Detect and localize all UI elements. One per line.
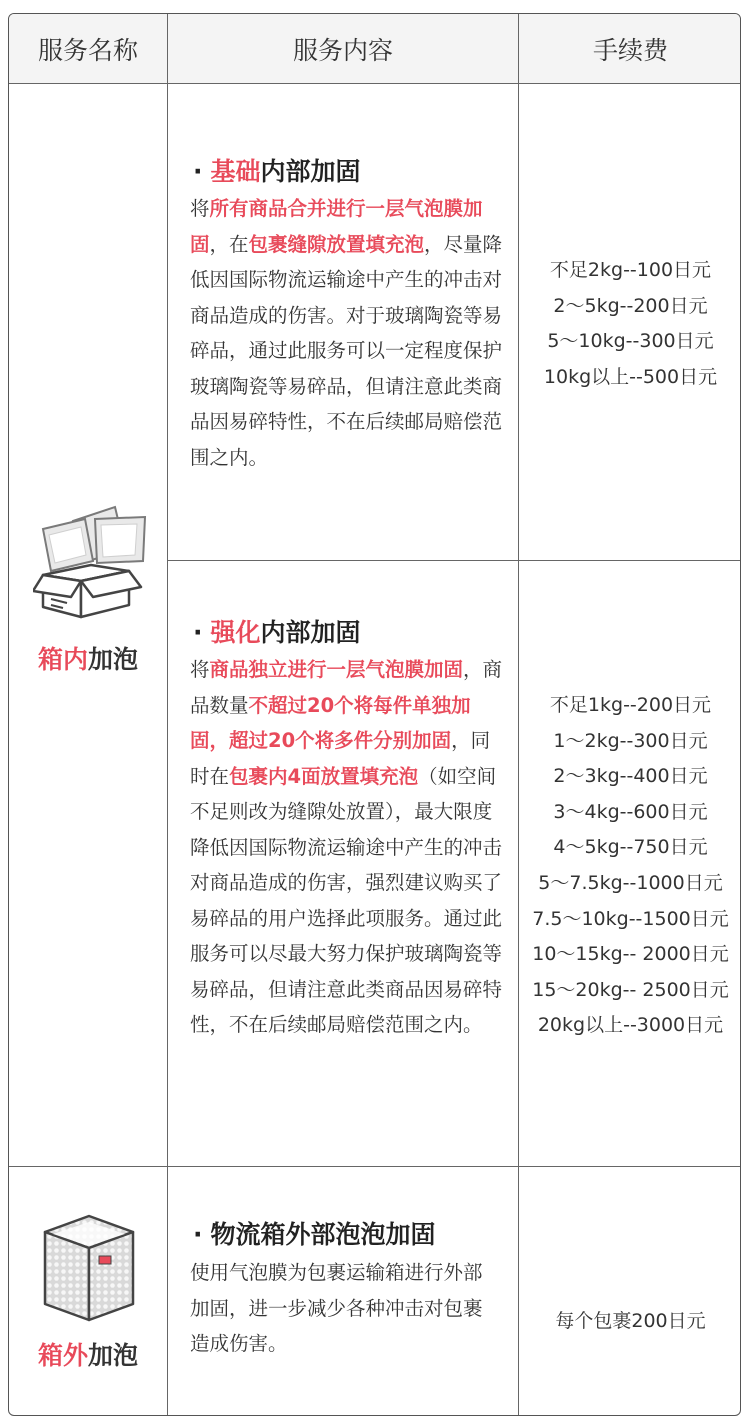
header-fee: 手续费 bbox=[592, 35, 668, 65]
fee-item: 3～4kg--600日元 bbox=[553, 800, 708, 823]
fee-list bbox=[519, 688, 741, 1044]
tier-description bbox=[190, 652, 506, 1043]
fee-cell-outer bbox=[519, 1167, 741, 1416]
tier-description bbox=[190, 1255, 500, 1362]
fee-item: 每个包裹200日元 bbox=[555, 1310, 706, 1332]
tier-title: · 基础内部加固 bbox=[193, 157, 361, 186]
fee-cell-basic bbox=[519, 84, 741, 560]
desc-seg: 将 bbox=[190, 197, 210, 220]
desc-seg: ，商品数量 bbox=[190, 658, 503, 717]
fee-cell-enhanced bbox=[519, 561, 741, 1166]
tier-title-dark: 内部加固 bbox=[260, 157, 361, 186]
fee-item: 10～15kg-- 2000日元 bbox=[532, 943, 729, 966]
desc-seg-highlight: 商品独立进行一层气泡膜加固 bbox=[209, 658, 464, 681]
service-content-basic bbox=[168, 84, 518, 560]
desc-seg: （如空间不足则改为缝隙处放置），最大限度降低因国际物流运输途中产生的冲击对商品造成的伤害，强烈建议购买了易碎品的用户选择此项服务。通过此服务可以尽最大努力保护玻璃陶瓷等易碎品，但请注意此类商品因易碎特性，不在后续邮局赔偿范围之内。 bbox=[190, 764, 503, 1036]
desc-seg-highlight: 包裹内4面放置填充泡 bbox=[229, 764, 419, 788]
tier-title-red: 基础 bbox=[210, 157, 261, 186]
desc-seg-highlight: 所有商品合并进行一层气泡膜加固 bbox=[190, 197, 483, 256]
service-content-outer bbox=[168, 1167, 518, 1416]
fee-list bbox=[519, 1304, 741, 1340]
open-box-icon bbox=[33, 499, 151, 619]
fee-item: 4～5kg--750日元 bbox=[553, 836, 708, 859]
fee-item: 10kg以上--500日元 bbox=[543, 365, 718, 388]
service-label-dark: 加泡 bbox=[88, 645, 139, 674]
tier-title-dark: 内部加固 bbox=[260, 618, 361, 647]
desc-seg: ，尽量降低因国际物流运输途中产生的冲击对商品造成的伤害。对于玻璃陶瓷等易碎品，通过此服务可以一定程度保护玻璃陶瓷等易碎品，但请注意此类商品因易碎特性，不在后续邮局赔偿范围之内。 bbox=[190, 232, 503, 469]
header-service-name: 服务名称 bbox=[37, 35, 138, 65]
desc-seg: ，同时在 bbox=[190, 729, 491, 788]
fee-item: 1～2kg--300日元 bbox=[553, 729, 708, 752]
desc-seg: 将 bbox=[190, 658, 210, 681]
fee-item: 2～5kg--200日元 bbox=[553, 294, 708, 317]
fee-list bbox=[519, 253, 741, 395]
service-content-enhanced bbox=[168, 561, 518, 1166]
fee-item: 5～7.5kg--1000日元 bbox=[538, 871, 723, 894]
tier-title-red: 强化 bbox=[210, 618, 261, 647]
fee-item: 2～3kg--400日元 bbox=[553, 765, 708, 788]
fee-item: 不足1kg--200日元 bbox=[549, 694, 712, 716]
tier-title: · 强化内部加固 bbox=[193, 618, 361, 647]
tier-title: · 物流箱外部泡泡加固 bbox=[193, 1220, 436, 1249]
service-fee-table bbox=[8, 13, 741, 1416]
fee-item: 7.5～10kg--1500日元 bbox=[532, 907, 729, 930]
fee-item: 15～20kg-- 2500日元 bbox=[532, 978, 729, 1001]
desc-seg: 使用气泡膜为包裹运输箱进行外部加固，进一步减少各种冲击对包裹造成伤害。 bbox=[190, 1261, 483, 1355]
fee-item: 不足2kg--100日元 bbox=[549, 259, 712, 281]
desc-seg: ，在 bbox=[209, 232, 249, 256]
wrapped-box-icon bbox=[39, 1212, 139, 1324]
service-label-dark: 加泡 bbox=[88, 1341, 139, 1370]
tier-description bbox=[190, 191, 510, 475]
desc-seg-highlight: 不超过20个将每件单独加固，超过20个将多件分别加固 bbox=[190, 693, 471, 752]
desc-seg-highlight: 包裹缝隙放置填充泡 bbox=[248, 232, 425, 256]
fee-item: 20kg以上--3000日元 bbox=[537, 1014, 724, 1037]
fee-item: 5～10kg--300日元 bbox=[547, 330, 714, 353]
service-label-red: 箱外 bbox=[37, 1341, 88, 1370]
service-label-red: 箱内 bbox=[37, 645, 88, 674]
service-label-inner bbox=[9, 640, 167, 676]
header-service-content: 服务内容 bbox=[292, 35, 393, 65]
service-label-outer bbox=[9, 1336, 167, 1372]
tier-title-dark: 物流箱外部泡泡加固 bbox=[210, 1220, 436, 1249]
